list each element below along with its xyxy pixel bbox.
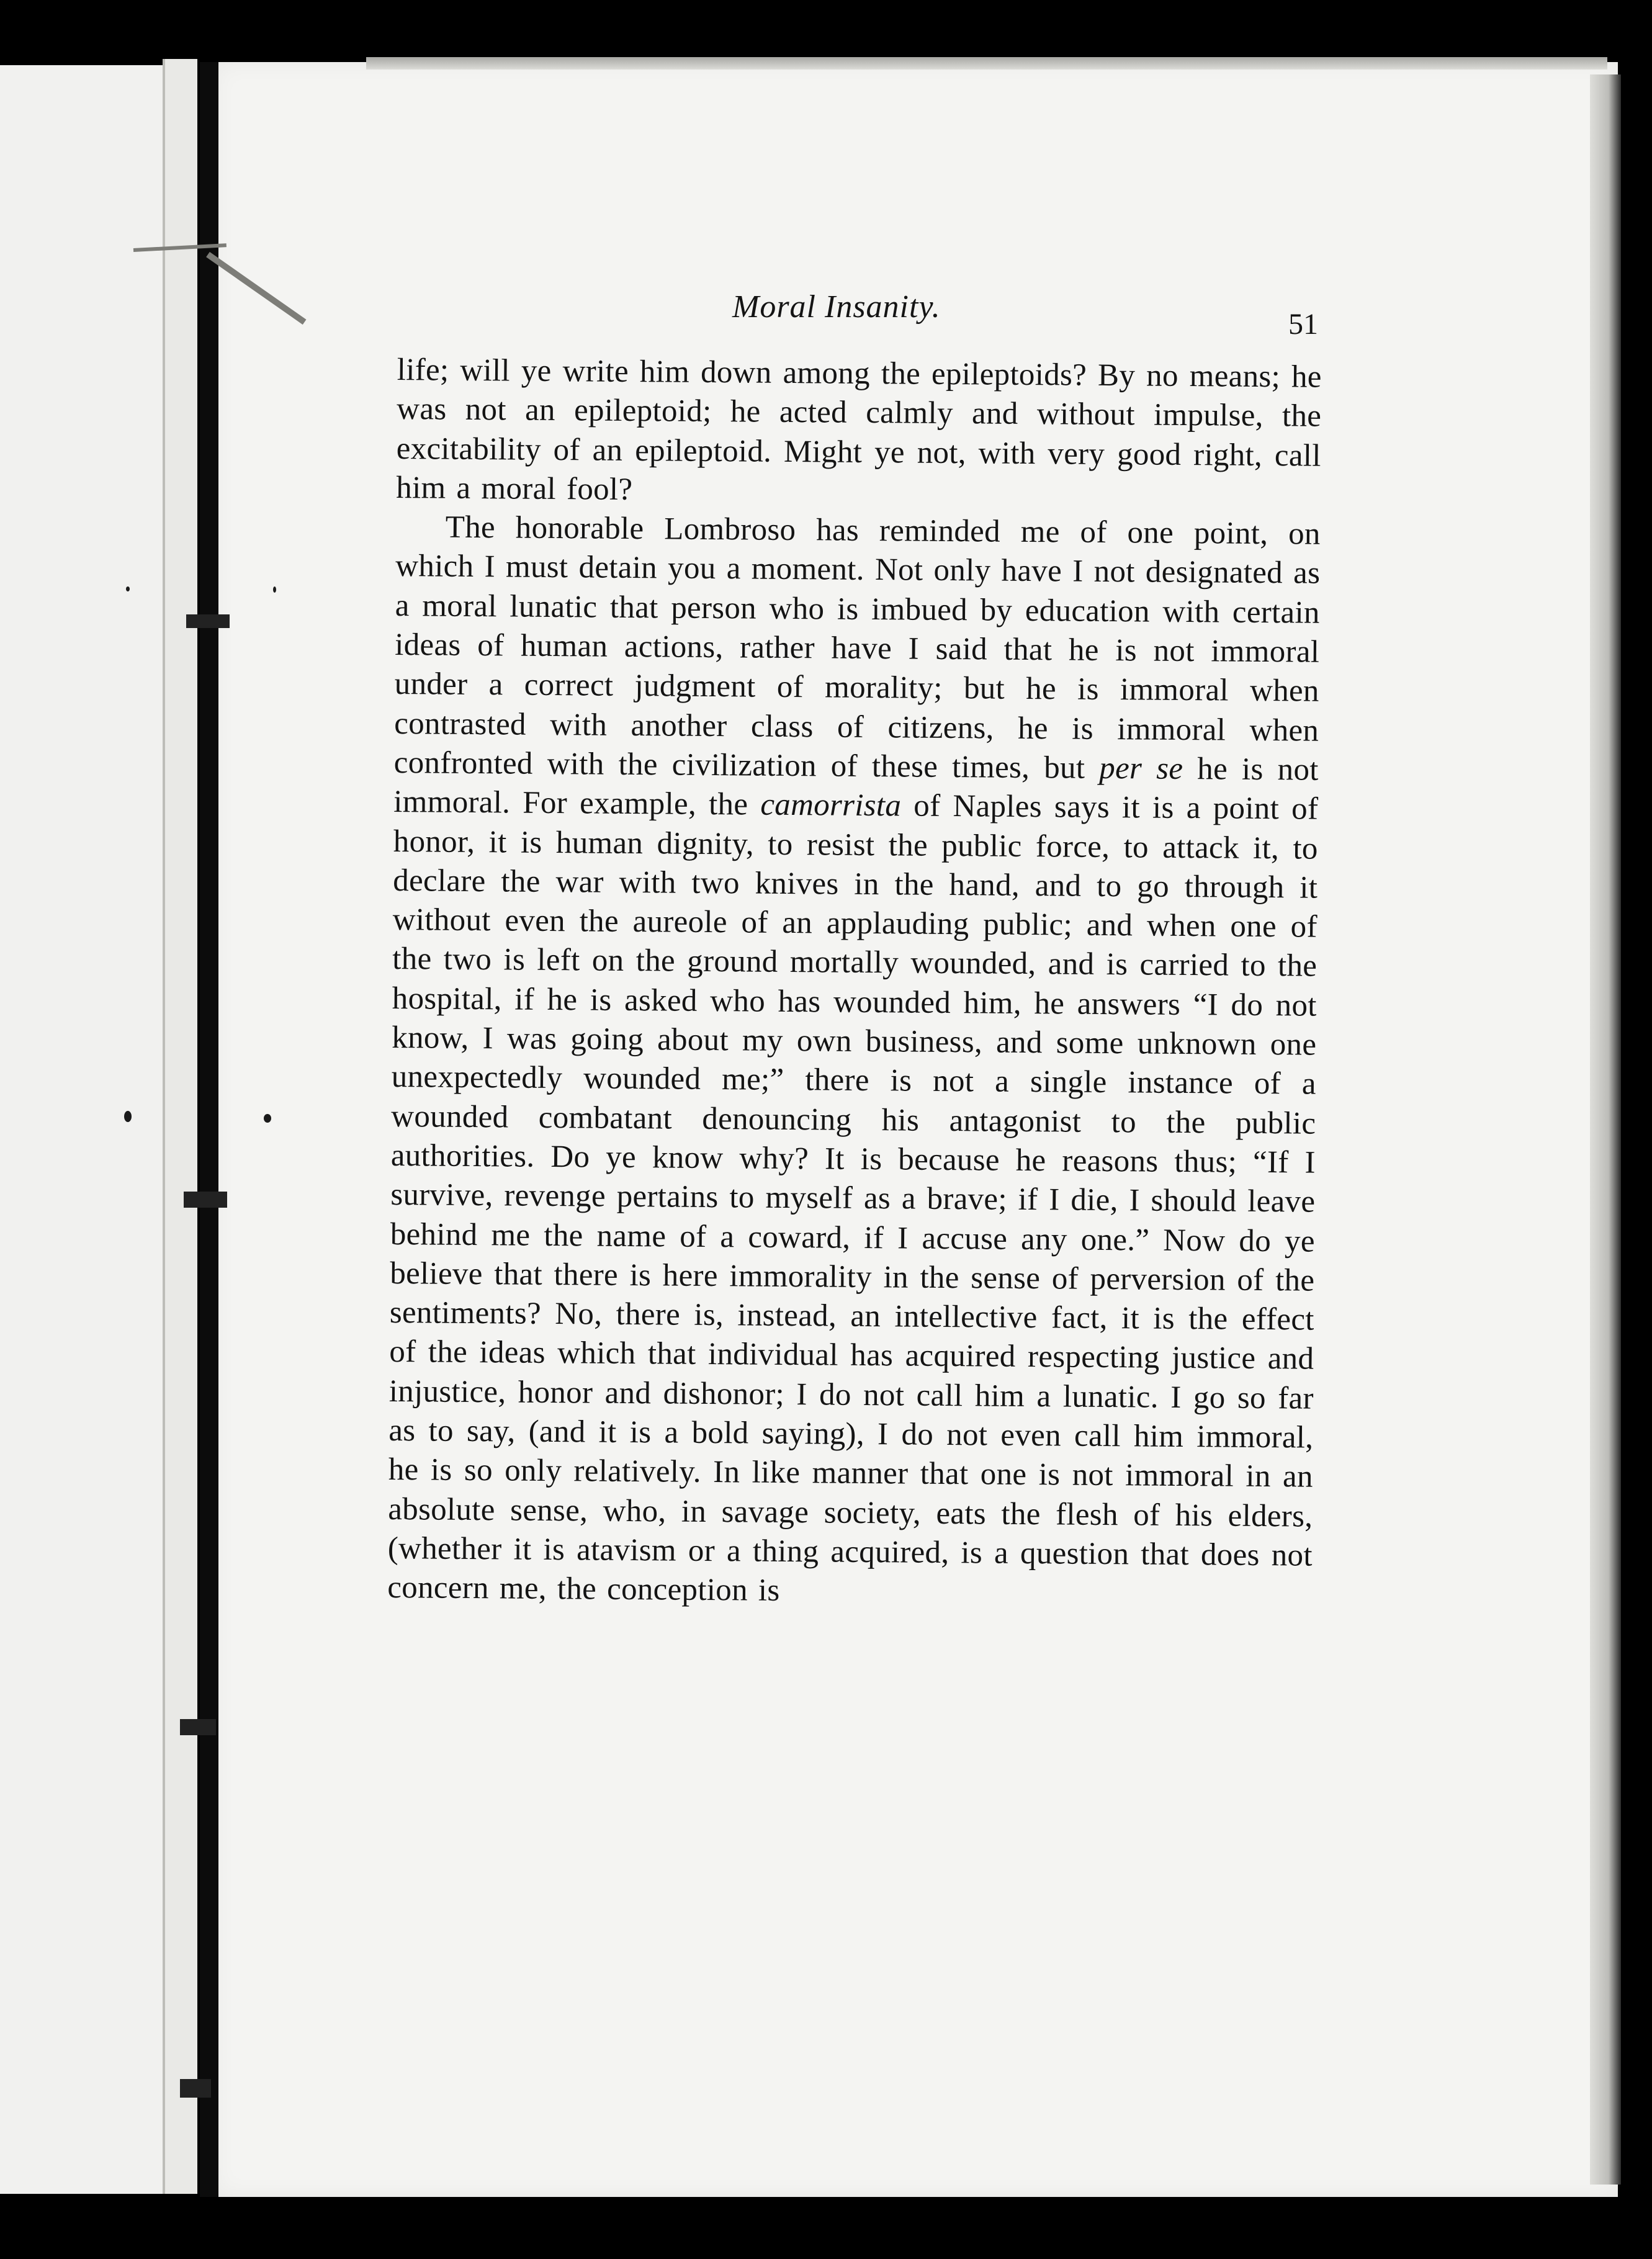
text-run: life; will ye write him down among the epileptoids? By no means; he was not an epileptoid; he acted calmly and without impulse, the excitability of an epileptoid. Might ye not, with very good right, call him a moral fool? <box>396 352 1322 507</box>
page-number: 51 <box>1288 308 1318 341</box>
scan-speck <box>273 586 276 593</box>
binding-stitch <box>186 614 230 628</box>
body-text <box>387 351 1322 1615</box>
scan-speck <box>126 586 130 591</box>
italic-phrase: camorrista <box>760 787 902 824</box>
left-page-edge <box>163 59 197 2194</box>
paragraph <box>387 508 1321 1615</box>
scan-speck <box>264 1114 271 1123</box>
left-page-margin <box>0 65 186 2194</box>
text-run: he is not immoral. For example, the <box>393 751 1319 822</box>
italic-phrase: per se <box>1099 750 1183 786</box>
page-top-edge <box>366 57 1607 70</box>
paragraph <box>396 351 1322 515</box>
binding-stitch <box>180 2079 211 2098</box>
scan-speck <box>124 1111 132 1122</box>
binding-stitch <box>180 1719 216 1735</box>
binding-spine <box>200 62 218 2197</box>
text-run: of Naples says it is a point of honor, it is human dignity, to resist the public force, to attack it, to declare the war with two knives in the hand, and to go through it without even the aureole of an applauding public; and when one of the two is left on the ground mortally wounded, and is carried to the hospital, if he is asked who has wounded him, he answers “I do not know, I was going about my own business, and some unknown one unexpectedly wounded me;” there is not a single instance of a wounded combatant denouncing his antagonist to the public authorities. Do ye know why? It is because he reasons thus; “If I survive, revenge pertains to myself as a brave; if I die, I should leave behind me the name of a coward, if I accuse any one.” Now do ye believe that there is here immorality in the sense of perversion of the sentiments? No, there is, instead, an intellective fact, it is the effect of the ideas which that individual has acquired respecting justice and injustice, honor and dishonor; I do not call him a lunatic. I go so far as to say, (and it is a bold saying), I do not even call him immoral, he is so only relatively. In like manner that one is not immoral in an absolute sense, who, in savage society, eats the flesh of his elders, (whether it is atavism or a thing acquired, is a question that does not concern me, the conception is <box>387 788 1319 1609</box>
binding-stitch <box>184 1192 227 1208</box>
page-right-edge <box>1590 74 1621 2185</box>
text-run: The honorable Lombroso has reminded me of one point, on which I must detain you a moment. Not only have I not designated as a moral lunatic that person who is imbued by education with certain ideas of human actions, rather have I said that he is not immoral under a correct judgment of morality; but he is immoral when contrasted with another class of citizens, he is immoral when confronted with the civilization of these times, but <box>393 510 1321 786</box>
running-head: Moral Insanity. <box>732 289 941 325</box>
